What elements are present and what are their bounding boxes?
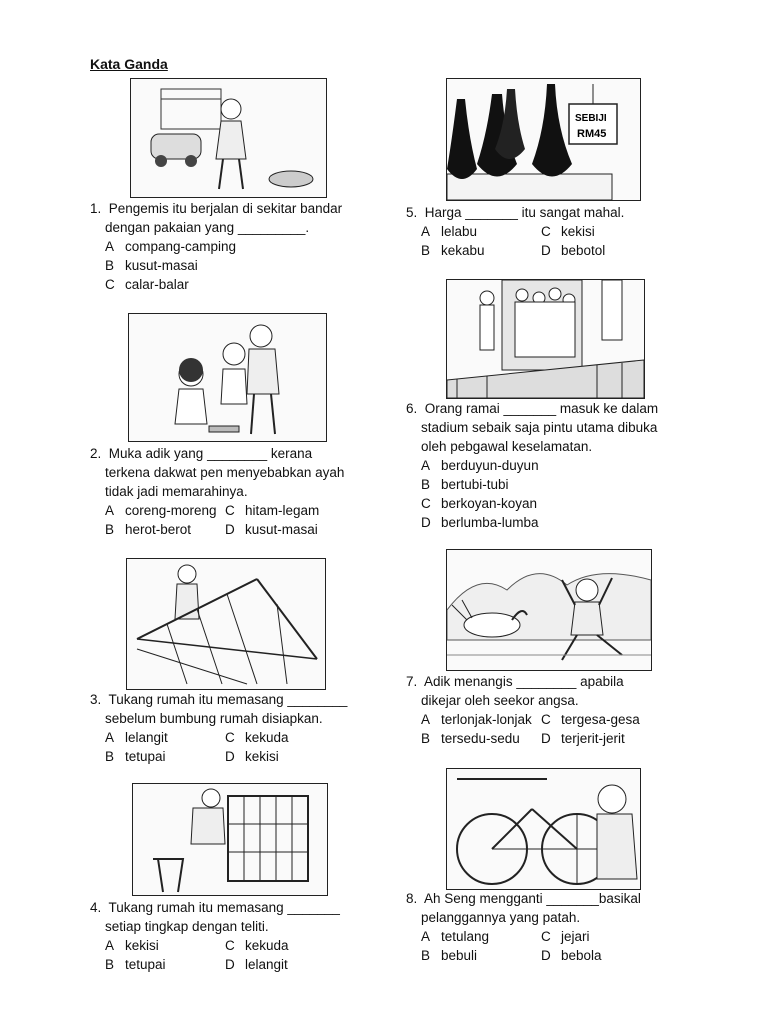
worksheet-title: Kata Ganda (90, 56, 168, 72)
illustration-stadium-crowd (446, 279, 645, 399)
question-6 (406, 399, 696, 532)
option-text: berduyun-duyun (441, 458, 539, 473)
option-letter: B (421, 477, 431, 492)
option-c[interactable] (541, 927, 661, 946)
option-a[interactable] (421, 456, 701, 475)
option-d[interactable] (541, 729, 661, 748)
question-number: 5. (406, 205, 418, 220)
option-c[interactable] (421, 494, 701, 513)
question-number: 8. (406, 891, 418, 906)
option-letter: C (541, 712, 551, 727)
question-line: setiap tingkap dengan teliti. (105, 919, 269, 934)
option-text: tergesa-gesa (561, 712, 640, 727)
question-line: pelanggannya yang patah. (421, 910, 581, 925)
option-text: kekabu (441, 243, 485, 258)
option-letter: C (225, 938, 235, 953)
question-8 (406, 889, 696, 965)
option-letter: A (421, 712, 431, 727)
option-letter: B (105, 258, 115, 273)
illustration-gourds (446, 78, 641, 201)
option-text: kusut-masai (245, 522, 318, 537)
option-text: hitam-legam (245, 503, 320, 518)
option-text: kekisi (125, 938, 159, 953)
window-grille-drawing (133, 784, 327, 895)
option-a[interactable] (105, 237, 385, 256)
question-line: oleh pebgawal keselamatan. (421, 439, 593, 454)
question-number: 3. (90, 692, 102, 707)
option-letter: A (421, 929, 431, 944)
option-text: terlonjak-lonjak (441, 712, 532, 727)
option-letter: C (225, 730, 235, 745)
option-text: lelangit (245, 957, 288, 972)
question-line: Tukang rumah itu memasang ________ (108, 692, 348, 707)
option-letter: D (541, 243, 551, 258)
question-number: 4. (90, 900, 102, 915)
option-text: terjerit-jerit (561, 731, 625, 746)
question-line: Pengemis itu berjalan di sekitar bandar (108, 201, 343, 216)
option-b[interactable] (421, 241, 541, 260)
option-letter: D (541, 731, 551, 746)
option-d[interactable] (421, 513, 701, 532)
option-letter: D (225, 957, 235, 972)
option-text: berkoyan-koyan (441, 496, 538, 511)
option-b[interactable] (105, 256, 385, 275)
option-d[interactable] (225, 955, 345, 974)
option-letter: C (541, 224, 551, 239)
sign-line1: SEBIJI (575, 113, 607, 124)
question-line: dikejar oleh seekor angsa. (421, 693, 579, 708)
option-a[interactable] (105, 936, 225, 955)
option-text: kekisi (561, 224, 595, 239)
question-line: Muka adik yang ________ kerana (108, 446, 313, 461)
beggar-drawing (131, 79, 326, 197)
option-c[interactable] (541, 710, 661, 729)
option-b[interactable] (421, 946, 541, 965)
option-text: herot-berot (125, 522, 192, 537)
option-text: kusut-masai (125, 258, 198, 273)
option-d[interactable] (225, 520, 345, 539)
option-d[interactable] (225, 747, 345, 766)
option-a[interactable] (421, 222, 541, 241)
sign-line2: RM45 (577, 128, 607, 140)
option-text: calar-balar (125, 277, 189, 292)
option-letter: D (421, 515, 431, 530)
option-c[interactable] (541, 222, 661, 241)
question-number: 1. (90, 201, 102, 216)
option-letter: A (421, 458, 431, 473)
question-line: dengan pakaian yang _________. (105, 220, 310, 235)
question-4 (90, 898, 380, 974)
option-letter: D (225, 522, 235, 537)
option-letter: A (421, 224, 431, 239)
question-number: 7. (406, 674, 418, 689)
option-c[interactable] (225, 728, 345, 747)
option-d[interactable] (541, 241, 661, 260)
option-text: tersedu-sedu (441, 731, 520, 746)
option-letter: B (421, 948, 431, 963)
question-line: Orang ramai _______ masuk ke dalam (424, 401, 659, 416)
question-line: Ah Seng mengganti _______basikal (424, 891, 641, 906)
ink-face-drawing (129, 314, 326, 441)
question-3 (90, 690, 380, 766)
question-line: Tukang rumah itu memasang _______ (108, 900, 340, 915)
question-number: 6. (406, 401, 418, 416)
illustration-goose-chase (446, 549, 652, 671)
illustration-bicycle-repair (446, 768, 641, 890)
option-letter: A (105, 730, 115, 745)
option-a[interactable] (105, 728, 225, 747)
illustration-beggar (130, 78, 327, 198)
option-text: kekuda (245, 938, 289, 953)
option-b[interactable] (105, 955, 225, 974)
option-b[interactable] (421, 475, 701, 494)
question-number: 2. (90, 446, 102, 461)
illustration-ink-face (128, 313, 327, 442)
goose-chase-drawing (447, 550, 651, 670)
question-line: stadium sebaik saja pintu utama dibuka (421, 420, 658, 435)
option-letter: C (225, 503, 235, 518)
option-a[interactable] (421, 710, 541, 729)
bicycle-repair-drawing (447, 769, 640, 889)
question-line: Adik menangis ________ apabila (424, 674, 624, 689)
question-line: sebelum bumbung rumah disiapkan. (105, 711, 323, 726)
roof-frame-drawing (127, 559, 325, 689)
option-c[interactable] (225, 936, 345, 955)
option-text: tetupai (125, 749, 166, 764)
illustration-window-grille (132, 783, 328, 896)
option-letter: B (105, 749, 115, 764)
question-2 (90, 444, 380, 539)
option-text: bertubi-tubi (441, 477, 509, 492)
option-letter: B (421, 243, 431, 258)
option-letter: A (105, 239, 115, 254)
option-letter: C (105, 277, 115, 292)
option-c[interactable] (225, 501, 345, 520)
option-letter: A (105, 503, 115, 518)
option-text: tetupai (125, 957, 166, 972)
option-text: bebola (561, 948, 602, 963)
option-letter: A (105, 938, 115, 953)
option-text: jejari (561, 929, 590, 944)
option-text: lelangit (125, 730, 168, 745)
option-text: bebotol (561, 243, 606, 258)
option-letter: D (541, 948, 551, 963)
gourds-drawing (447, 79, 640, 200)
question-1 (90, 199, 380, 294)
option-text: lelabu (441, 224, 478, 239)
option-text: berlumba-lumba (441, 515, 539, 530)
option-text: kekuda (245, 730, 289, 745)
option-letter: C (421, 496, 431, 511)
option-d[interactable] (541, 946, 661, 965)
option-b[interactable] (105, 520, 225, 539)
option-a[interactable] (421, 927, 541, 946)
option-letter: B (105, 957, 115, 972)
illustration-roof-frame (126, 558, 326, 690)
option-text: compang-camping (125, 239, 237, 254)
option-text: tetulang (441, 929, 490, 944)
option-text: coreng-moreng (125, 503, 217, 518)
option-text: kekisi (245, 749, 279, 764)
question-5 (406, 203, 696, 260)
question-line: Harga _______ itu sangat mahal. (424, 205, 625, 220)
question-line: tidak jadi memarahinya. (105, 484, 248, 499)
question-line: terkena dakwat pen menyebabkan ayah (105, 465, 345, 480)
option-letter: D (225, 749, 235, 764)
option-a[interactable] (105, 501, 225, 520)
option-letter: B (105, 522, 115, 537)
option-letter: B (421, 731, 431, 746)
option-b[interactable] (105, 747, 225, 766)
option-letter: C (541, 929, 551, 944)
stadium-crowd-drawing (447, 280, 644, 398)
option-text: bebuli (441, 948, 478, 963)
question-7 (406, 672, 696, 748)
option-c[interactable] (105, 275, 385, 294)
option-b[interactable] (421, 729, 541, 748)
